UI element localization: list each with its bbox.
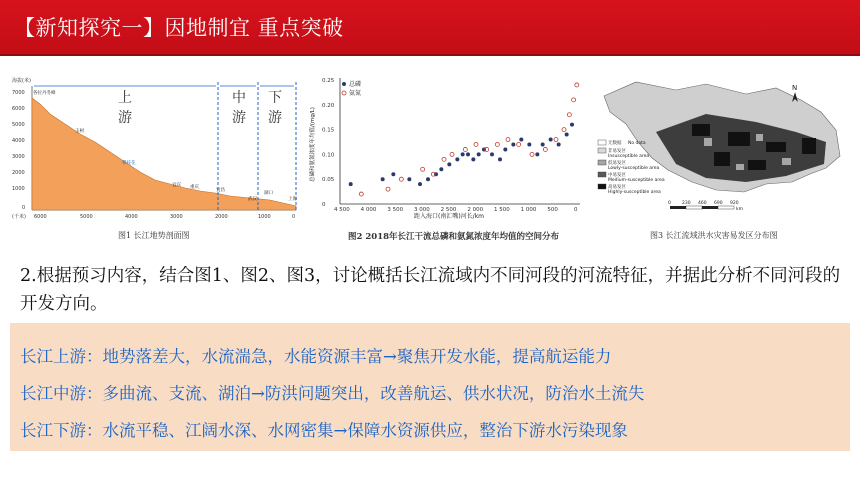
- point-total-phosphorus: [557, 142, 561, 146]
- point-ammonia-nitrogen: [575, 83, 579, 87]
- legend-nodata-en: No data: [628, 141, 646, 146]
- x-tick-label: 3 500: [387, 207, 404, 213]
- legend-insusceptible: 非易发区: [608, 149, 626, 154]
- legend-high-en: Highly-susceptible area: [608, 190, 661, 195]
- segment-lower-1: 下: [268, 90, 282, 106]
- place-label: 上海: [288, 197, 297, 202]
- point-total-phosphorus: [570, 123, 574, 127]
- flood-map: [596, 72, 848, 222]
- x-tick: 2000: [215, 214, 228, 220]
- place-label: 玉树: [75, 129, 84, 134]
- place-label: 重庆: [190, 185, 199, 190]
- point-ammonia-nitrogen: [386, 187, 390, 191]
- x-tick-label: 1 000: [520, 207, 537, 213]
- point-total-phosphorus: [461, 152, 465, 156]
- figure3-caption: 图3 长江流域洪水灾害易发区分布图: [650, 231, 778, 240]
- legend-label-nh: 氨氮: [349, 90, 362, 97]
- answer-lower: 长江下游：水流平稳、江阔水深、水网密集→保障水资源供应，整治下游水污染现象: [20, 421, 628, 440]
- point-total-phosphorus: [407, 177, 411, 181]
- point-ammonia-nitrogen: [359, 192, 363, 196]
- point-ammonia-nitrogen: [517, 142, 521, 146]
- figure1-caption: 图1 长江地势剖面图: [118, 231, 190, 240]
- legend-medium: 中易发区: [608, 173, 626, 178]
- legend-marker-tp: [342, 82, 346, 86]
- point-ammonia-nitrogen: [450, 152, 454, 156]
- y-tick: 0: [22, 205, 26, 211]
- point-total-phosphorus: [535, 152, 539, 156]
- x-ticks: [34, 214, 295, 220]
- place-label: 武汉: [248, 197, 257, 202]
- segment-upper-2: 游: [118, 110, 132, 126]
- x-axis-label: 距入海口(南汇嘴)河长/km: [414, 213, 485, 220]
- profile-chart: [10, 72, 302, 222]
- scatter-chart: [304, 72, 586, 222]
- point-total-phosphorus: [541, 142, 545, 146]
- x-tick: 4000: [125, 214, 138, 220]
- svg-text:km: km: [736, 207, 743, 212]
- slide-title: 【新知探究一】因地制宜 重点突破: [14, 16, 344, 40]
- point-ammonia-nitrogen: [463, 147, 467, 151]
- legend-label-tp: 总磷: [349, 81, 362, 88]
- figure1-profile: [10, 72, 302, 222]
- y-tick: 2000: [12, 170, 25, 176]
- point-total-phosphorus: [511, 142, 515, 146]
- y-axis-label: 海拔(米): [12, 78, 31, 84]
- segment-upper-1: 上: [118, 90, 132, 106]
- point-ammonia-nitrogen: [572, 98, 576, 102]
- x-tick: 0: [292, 214, 296, 220]
- point-ammonia-nitrogen: [562, 128, 566, 132]
- point-ammonia-nitrogen: [506, 138, 510, 142]
- point-ammonia-nitrogen: [399, 177, 403, 181]
- legend-low-en: Lowly-susceptible area: [608, 166, 660, 171]
- x-tick-label: 2 000: [467, 207, 484, 213]
- answer-middle: 长江中游：多曲流、支流、湖泊→防洪问题突出，改善航运、供水状况，防治水土流失: [20, 384, 645, 403]
- place-label: 湖口: [264, 191, 273, 196]
- x-tick: 1000: [258, 214, 271, 220]
- y-tick-label: 0: [322, 202, 326, 208]
- y-tick: 3000: [12, 154, 25, 160]
- x-axis-label: (千米): [12, 214, 26, 220]
- title-bar: [0, 0, 860, 56]
- point-total-phosphorus: [466, 152, 470, 156]
- point-total-phosphorus: [519, 138, 523, 142]
- y-tick-label: 0.15: [322, 127, 335, 134]
- point-ammonia-nitrogen: [442, 157, 446, 161]
- point-total-phosphorus: [527, 142, 531, 146]
- place-label: 各拉丹冬峰: [33, 91, 56, 96]
- x-tick: 5000: [80, 214, 93, 220]
- y-tick: 7000: [12, 90, 25, 96]
- y-tick: 5000: [12, 122, 25, 128]
- svg-text:460: 460: [698, 201, 707, 206]
- legend-medium-en: Medium-susceptible area: [608, 178, 665, 183]
- answer-box: [10, 323, 850, 451]
- x-tick: 6000: [34, 214, 47, 220]
- figure3-map: [596, 72, 848, 222]
- y-tick: 1000: [12, 186, 25, 192]
- point-total-phosphorus: [349, 182, 353, 186]
- y-tick: 6000: [12, 106, 25, 112]
- x-tick: 3000: [170, 214, 183, 220]
- point-ammonia-nitrogen: [567, 113, 571, 117]
- x-tick-label: 3 000: [414, 207, 430, 213]
- legend-marker-nh: [342, 91, 346, 95]
- x-tick-label: 0: [574, 207, 578, 213]
- north-label: N: [792, 84, 798, 92]
- x-tick-label: 2 500: [440, 207, 457, 213]
- point-total-phosphorus: [439, 167, 443, 171]
- y-tick: 4000: [12, 138, 25, 144]
- x-tick-label: 1 500: [494, 207, 510, 213]
- point-total-phosphorus: [455, 157, 459, 161]
- legend-high: 高易发区: [608, 185, 626, 190]
- segment-middle-2: 游: [232, 110, 246, 126]
- place-label: 宜宾: [172, 183, 181, 188]
- point-total-phosphorus: [426, 177, 430, 181]
- svg-text:690: 690: [714, 201, 723, 206]
- legend-low: 低易发区: [608, 161, 626, 166]
- segment-lower-2: 游: [268, 110, 282, 126]
- point-total-phosphorus: [490, 152, 494, 156]
- legend-insusceptible-en: Insusceptible area: [608, 154, 650, 159]
- point-ammonia-nitrogen: [421, 167, 425, 171]
- point-ammonia-nitrogen: [474, 142, 478, 146]
- segment-middle-1: 中: [232, 90, 246, 106]
- y-tick-label: 0.10: [322, 152, 335, 159]
- point-total-phosphorus: [565, 133, 569, 137]
- point-total-phosphorus: [471, 157, 475, 161]
- point-total-phosphorus: [418, 182, 422, 186]
- point-ammonia-nitrogen: [554, 138, 558, 142]
- svg-text:920: 920: [730, 201, 739, 206]
- x-tick-label: 4 000: [360, 207, 377, 213]
- svg-text:0: 0: [668, 201, 671, 206]
- legend-nodata: 无数据: [608, 141, 622, 146]
- figure2-caption: 图2 2018年长江干流总磷和氨氮浓度年均值的空间分布: [348, 232, 560, 242]
- place-label: 宜昌: [216, 188, 225, 193]
- y-ticks: [12, 90, 25, 211]
- point-ammonia-nitrogen: [543, 147, 547, 151]
- point-total-phosphorus: [498, 157, 502, 161]
- point-total-phosphorus: [549, 138, 553, 142]
- point-total-phosphorus: [503, 147, 507, 151]
- point-total-phosphorus: [381, 177, 385, 181]
- y-tick-label: 0.25: [322, 78, 335, 84]
- svg-text:230: 230: [682, 201, 691, 206]
- scale-bar: [668, 200, 743, 212]
- figure2-scatter: [304, 72, 586, 222]
- point-ammonia-nitrogen: [495, 142, 499, 146]
- x-tick-label: 500: [547, 207, 558, 213]
- y-axis-label: 总磷和氨氮浓度年均值/(mg/L): [310, 107, 316, 182]
- place-label: 攀枝花: [122, 161, 136, 166]
- point-total-phosphorus: [391, 172, 395, 176]
- x-tick-label: 4 500: [334, 207, 350, 213]
- y-tick-label: 0.20: [322, 102, 335, 109]
- profile-area: [32, 98, 296, 210]
- question-text: 2.根据预习内容，结合图1、图2、图3，讨论概括长江流域内不同河段的河流特征，并据此分析不同河段的开发方向。: [20, 266, 841, 314]
- point-total-phosphorus: [447, 162, 451, 166]
- answer-upper: 长江上游：地势落差大，水流湍急，水能资源丰富→聚焦开发水能，提高航运能力: [20, 347, 612, 366]
- point-ammonia-nitrogen: [530, 152, 534, 156]
- point-total-phosphorus: [477, 152, 481, 156]
- y-tick-label: 0.05: [322, 177, 335, 184]
